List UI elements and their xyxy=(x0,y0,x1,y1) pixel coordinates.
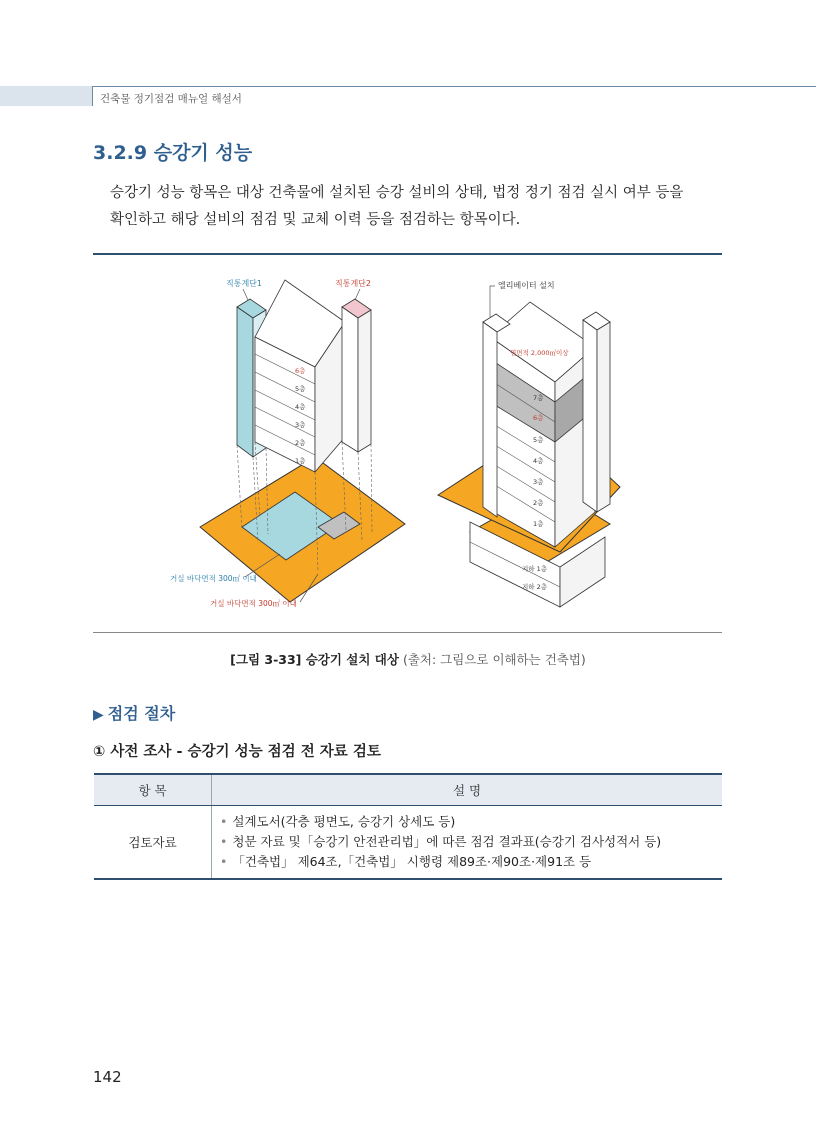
figure-top-rule xyxy=(93,253,722,255)
table-row xyxy=(94,806,722,880)
stair-2-shaft xyxy=(342,307,358,452)
right-floor-4: 4층 xyxy=(533,457,544,465)
right-floor-6: 6층 xyxy=(533,414,544,422)
stair-1-shaft xyxy=(237,307,253,457)
header-divider xyxy=(92,86,93,106)
left-floor-6: 6층 xyxy=(295,367,306,375)
right-floor-3: 3층 xyxy=(533,478,544,486)
right-floor-5: 5층 xyxy=(533,436,544,444)
left-floor-3: 3층 xyxy=(295,421,306,429)
procedure-heading xyxy=(93,701,175,724)
left-floor-4: 4층 xyxy=(295,403,306,411)
row-description xyxy=(212,806,723,880)
list-item: • 설계도서(각층 평면도, 승강기 상세도 등) xyxy=(220,814,456,829)
figure-illustration xyxy=(150,262,670,622)
intro-line-2: 확인하고 해당 설비의 점검 및 교체 이력 등을 점검하는 항목이다. xyxy=(110,212,521,228)
elevator-shaft-left xyxy=(483,322,497,517)
triangle-right-icon: ▶ xyxy=(93,707,104,723)
right-floor-1: 1층 xyxy=(533,520,544,528)
intro-line-1: 승강기 성능 항목은 대상 건축물에 설치된 승강 설비의 상태, 법정 정기 점검 실시 여부 등을 xyxy=(110,185,684,201)
label-area-1: 거실 바닥면적 300㎡ 이내 xyxy=(170,574,257,583)
caption-label: [그림 3-33] 승강기 설치 대상 xyxy=(230,652,399,667)
left-floor-1: 1층 xyxy=(295,457,306,465)
list-item: • 청문 자료 및「승강기 안전관리법」에 따른 점검 결과표(승강기 검사성적서 등) xyxy=(220,834,662,849)
figure-caption xyxy=(0,650,816,668)
right-basement-2: 지하 2층 xyxy=(522,583,548,591)
caption-source: (출처: 그림으로 이해하는 건축법) xyxy=(402,652,586,667)
section-intro xyxy=(110,180,722,234)
bullet-icon: • xyxy=(220,854,228,869)
label-stair-2: 직통계단2 xyxy=(335,279,372,288)
header-item: 항 목 xyxy=(94,774,212,806)
procedure-heading-text: 점검 절차 xyxy=(107,704,176,723)
right-floor-7: 7층 xyxy=(533,394,544,402)
list-item: • 「건축법」 제64조,「건축법」 시행령 제89조·제90조·제91조 등 xyxy=(220,854,592,869)
header-rule xyxy=(92,86,816,87)
review-table xyxy=(94,773,722,880)
left-floor-2: 2층 xyxy=(295,439,306,447)
bullet-icon: • xyxy=(220,834,228,849)
label-elevator: 엘리베이터 설치 xyxy=(498,281,555,290)
header-accent-box xyxy=(0,86,92,106)
label-floor-area: 연면적 2,000㎡이상 xyxy=(510,349,569,357)
table-header-row xyxy=(94,774,722,806)
page-number: 142 xyxy=(93,1068,122,1086)
bullet-icon: • xyxy=(220,814,228,829)
figure-bottom-rule xyxy=(93,632,722,633)
right-basement-1: 지하 1층 xyxy=(522,565,548,573)
right-floor-2: 2층 xyxy=(533,499,544,507)
label-stair-1: 직통계단1 xyxy=(226,279,263,288)
running-title: 건축물 정기점검 매뉴얼 해설서 xyxy=(100,93,242,105)
left-floor-5: 5층 xyxy=(295,385,306,393)
row-label: 검토자료 xyxy=(94,806,212,880)
label-area-2: 거실 바닥면적 300㎡ 이내 xyxy=(210,599,297,608)
elevator-shaft-right xyxy=(583,320,597,512)
step-1-heading: ① 사전 조사 - 승강기 성능 점검 전 자료 검토 xyxy=(93,744,381,760)
header-description: 설 명 xyxy=(212,774,723,806)
figure-elevator-targets xyxy=(150,262,670,622)
section-title: 3.2.9 승강기 성능 xyxy=(93,142,253,164)
